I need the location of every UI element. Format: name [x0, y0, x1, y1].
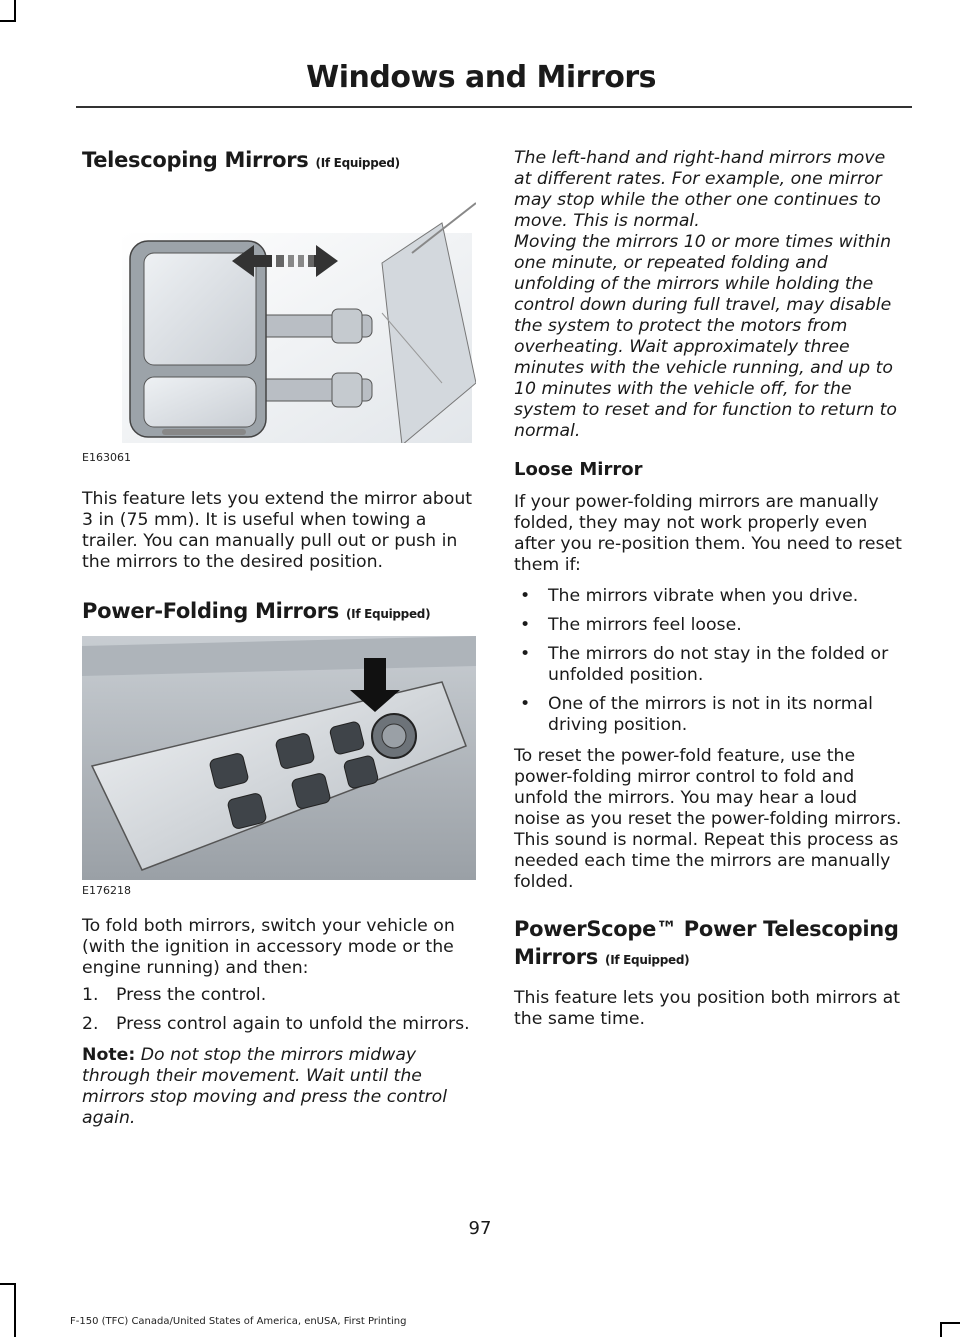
overheating-note: Moving the mirrors 10 or more times within one minute, or repeated folding and unfolding of the mirrors while holding the control down during full travel, may disable the system to protect the motors from overheating. Wait approximately three minutes with the vehicle running, and up to 10 minutes with the vehicle off, for the system to reset and for function to return to normal. — [514, 232, 898, 441]
reset-paragraph: To reset the power-fold feature, use the power-folding mirror control to fold and unfold the mirrors. You may hear a loud noise as you reset the power-folding mirrors. This sound is normal. Repeat this process as needed each time the mirrors are manually folded. — [514, 746, 902, 892]
power-folding-title: Power-Folding Mirrors — [82, 599, 339, 623]
page-header-title: Windows and Mirrors — [306, 60, 656, 95]
telescoping-if-equipped: (If Equipped) — [315, 156, 400, 170]
powerscope-if-equipped: (If Equipped) — [605, 953, 690, 967]
bullet-text: The mirrors feel loose. — [548, 615, 742, 635]
step-text: Press the control. — [116, 985, 267, 1005]
step-item — [82, 1014, 476, 1035]
left-column — [82, 146, 476, 1129]
powerscope-body: This feature lets you position both mirrors at the same time. — [514, 988, 901, 1029]
crop-mark-top-left-v — [14, 0, 16, 22]
telescoping-mirrors-heading — [82, 146, 476, 177]
powerscope-title-line1: PowerScope™ Power Telescoping — [514, 917, 899, 941]
crop-mark-top-left-h — [0, 20, 16, 22]
power-folding-figure — [82, 636, 476, 906]
mirror-rates-note: The left-hand and right-hand mirrors move at different rates. For example, one mirror may stop while the other one continues to move. This is normal. — [514, 148, 886, 231]
bullet-glyph: • — [520, 615, 531, 635]
crop-mark-bottom-left-h — [0, 1283, 16, 1285]
window-switch-panel-illustration — [82, 636, 476, 880]
bullet-text: The mirrors do not stay in the folded or unfolded position. — [548, 644, 889, 685]
bullet-text: One of the mirrors is not in its normal driving position. — [548, 694, 873, 735]
telescoping-body: This feature lets you extend the mirror about 3 in (75 mm). It is useful when towing a trailer. You can manually pull out or push in the mirrors to the desired position. — [82, 489, 473, 572]
step-number: 1. — [82, 985, 99, 1005]
figure-id-e176218: E176218 — [82, 884, 131, 897]
note-paragraph — [82, 1045, 476, 1129]
power-folding-intro: To fold both mirrors, switch your vehicle on (with the ignition in accessory mode or the engine running) and then: — [82, 916, 455, 978]
right-column — [514, 146, 908, 1030]
power-folding-if-equipped: (If Equipped) — [346, 607, 431, 621]
bullet-glyph: • — [520, 586, 531, 606]
bullet-text: The mirrors vibrate when you drive. — [548, 586, 859, 606]
crop-mark-bottom-right-h — [942, 1322, 960, 1324]
powerscope-title-line2: Mirrors — [514, 945, 598, 969]
header-rule — [76, 106, 912, 108]
step-number: 2. — [82, 1014, 99, 1034]
note-label: Note: — [82, 1045, 136, 1065]
powerscope-heading — [514, 915, 908, 974]
note-text: Do not stop the mirrors midway through their movement. Wait until the mirrors stop moving and press the control again. — [82, 1045, 448, 1128]
bullet-glyph: • — [520, 694, 531, 714]
footer-text: F-150 (TFC) Canada/United States of America, enUSA, First Printing — [70, 1316, 407, 1327]
crop-mark-bottom-left-v — [14, 1283, 16, 1337]
bullet-item — [514, 615, 908, 636]
power-folding-steps — [82, 985, 476, 1035]
telescoping-mirror-illustration — [82, 183, 476, 443]
bullet-glyph: • — [520, 644, 531, 664]
page-number: 97 — [468, 1218, 492, 1239]
telescoping-mirror-figure — [82, 183, 476, 473]
step-text: Press control again to unfold the mirrors. — [116, 1014, 470, 1034]
figure-id-e163061: E163061 — [82, 451, 131, 464]
bullet-item — [514, 586, 908, 607]
power-folding-heading — [82, 597, 476, 628]
step-item — [82, 985, 476, 1006]
loose-mirror-intro: If your power-folding mirrors are manually folded, they may not work properly even after you re-position them. You need to reset them if: — [514, 492, 902, 575]
telescoping-title: Telescoping Mirrors — [82, 148, 309, 172]
loose-mirror-bullets — [514, 586, 908, 736]
bullet-item — [514, 644, 908, 686]
loose-mirror-heading: Loose Mirror — [514, 459, 643, 480]
crop-mark-bottom-right-v — [940, 1322, 942, 1337]
bullet-item — [514, 694, 908, 736]
